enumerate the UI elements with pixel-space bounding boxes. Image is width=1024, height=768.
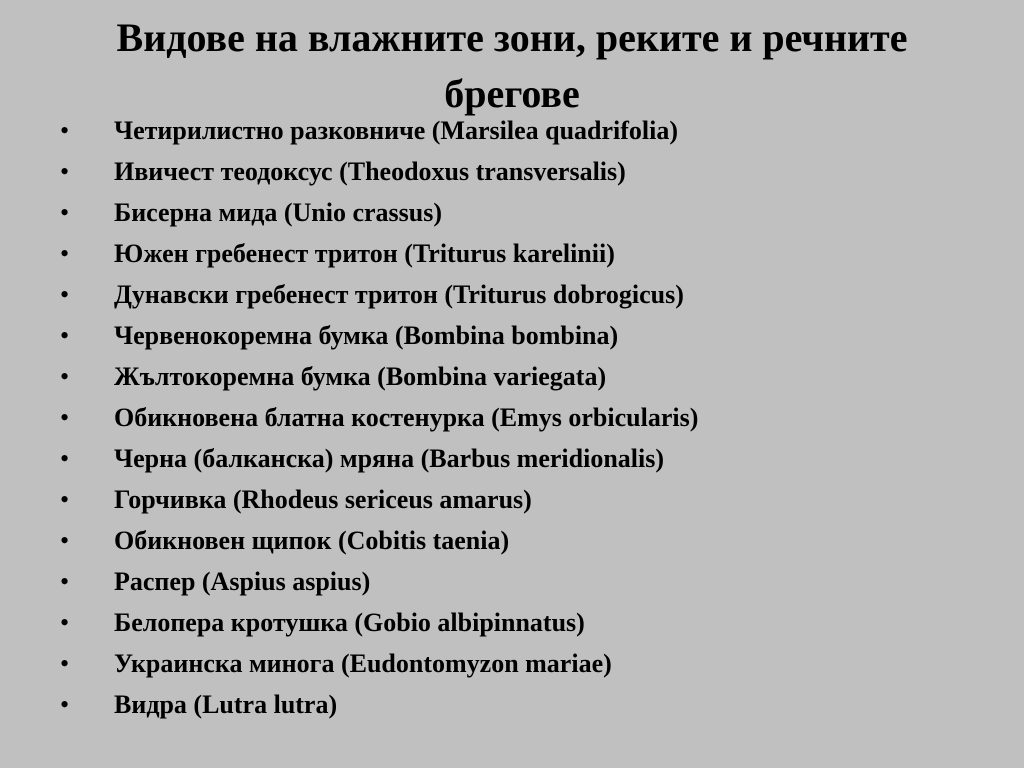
slide-title-line1: Видове на влажните зони, реките и речните [116, 15, 908, 60]
list-item-text: Жълтокоремна бумка (Bombina variegata) [114, 362, 607, 391]
list-item-text: Белопера кротушка (Gobio albipinnatus) [114, 608, 585, 637]
list-item-text: Четирилистно разковниче (Marsilea quadrifolia) [114, 116, 679, 145]
bullet-icon: • [60, 485, 70, 514]
list-item [60, 116, 1000, 157]
bullet-icon: • [60, 116, 70, 145]
list-item-text: Червенокоремна бумка (Bombina bombina) [114, 321, 619, 350]
list-item-text: Дунавски гребенест тритон (Triturus dobrogicus) [114, 280, 684, 309]
bullet-icon: • [60, 280, 70, 309]
list-item-text: Украинска минога (Eudontomyzon mariae) [114, 649, 612, 678]
list-item-text: Ивичест теодоксус (Theodoxus transversalis) [114, 157, 626, 186]
list-item [60, 444, 1000, 485]
list-item [60, 403, 1000, 444]
bullet-icon: • [60, 649, 70, 678]
list-item [60, 608, 1000, 649]
list-item [60, 567, 1000, 608]
list-item [60, 321, 1000, 362]
slide-title-line2: брегове [444, 71, 580, 116]
bullet-icon: • [60, 526, 70, 555]
list-item [60, 157, 1000, 198]
list-item-text: Горчивка (Rhodeus sericeus amarus) [114, 485, 532, 514]
bullet-icon: • [60, 444, 70, 473]
list-item [60, 198, 1000, 239]
list-item [60, 526, 1000, 567]
bullet-icon: • [60, 239, 70, 268]
list-item-text: Обикновена блатна костенурка (Emys orbicularis) [114, 403, 699, 432]
list-item [60, 649, 1000, 690]
list-item-text: Обикновен щипок (Cobitis taenia) [114, 526, 510, 555]
species-list [60, 116, 1000, 731]
bullet-icon: • [60, 567, 70, 596]
list-item-text: Распер (Aspius aspius) [114, 567, 371, 596]
bullet-icon: • [60, 403, 70, 432]
list-item-text: Бисерна мида (Unio crassus) [114, 198, 443, 227]
bullet-icon: • [60, 321, 70, 350]
list-item [60, 280, 1000, 321]
list-item [60, 239, 1000, 280]
bullet-icon: • [60, 198, 70, 227]
slide-title [40, 10, 984, 122]
bullet-icon: • [60, 362, 70, 391]
list-item-text: Видра (Lutra lutra) [114, 690, 338, 719]
list-item [60, 362, 1000, 403]
list-item [60, 485, 1000, 526]
bullet-icon: • [60, 157, 70, 186]
list-item-text: Южен гребенест тритон (Triturus karelinii) [114, 239, 615, 268]
bullet-icon: • [60, 690, 70, 719]
list-item-text: Черна (балканска) мряна (Barbus meridionalis) [114, 444, 665, 473]
bullet-icon: • [60, 608, 70, 637]
list-item [60, 690, 1000, 731]
